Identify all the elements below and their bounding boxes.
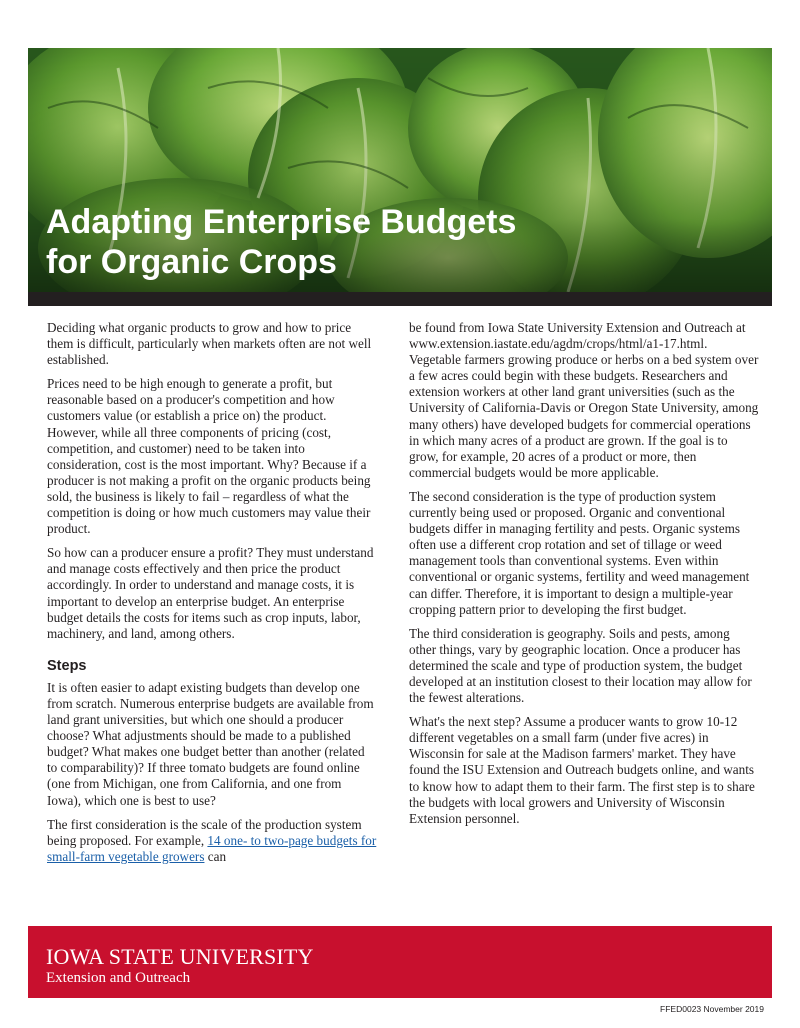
paragraph-pricing: Prices need to be high enough to generate a profit, but reasonable based on a producer's competition and how customers value (or establish a price on) the product. However, while all three components of pricing (cost, competition, and customer) need to be taken into consideration, cost is the most important. Why? Because if a producer is not making a profit on the organic products being sold, the business is likely to fail – regardless of what the competition is doing or how much customers may value their product. [47,376,371,537]
paragraph-scale [47,817,377,865]
paragraph-production-system: The second consideration is the type of production system currently being used or proposed. Organic and conventional budgets differ in managing fertility and pests. Organic systems often use a different crop rotation and set of tillage or weed management tools than conventional systems. Even within conventional or organic systems, fertility and weed management can differ. Therefore, it is important to design a multiple-year cropping pattern prior to developing the first budget. [409,488,750,617]
paragraph-scale-continued: be found from Iowa State University Extension and Outreach at www.extension.iastate.edu/agdm/crops/html/a1-17.html. Vegetable farmers growing produce or herbs on a bed system over a few acres could begin with these budgets. Researchers and extension workers at other land grant universities (such as the University of California-Davis or Oregon State University, among many others) have developed budgets for commercial operations in which many acres of a product are grown. If the goal is to grow, for example, 20 acres of a product or more, then commercial budgets would be more applicable. [409,320,759,480]
paragraph-next-step: What's the next step? Assume a producer wants to grow 10-12 different vegetables on a small farm (under five acres) in Wisconsin for sale at the Madison farmers' market. They have found the ISU Extension and Outreach budgets online, and wants to know how to adapt them to their farm. The first step is to share the budgets with local growers and University of Wisconsin Extension personnel. [409,714,755,826]
paragraph-profit: So how can a producer ensure a profit? They must understand and manage costs effectively and then price the product accordingly. In order to understand and manage costs, it is important to develop an enterprise budget. An enterprise budget details the costs for items such as crop inputs, labor, machinery, and land, among others. [47,545,374,641]
paragraph-geography: The third consideration is geography. Soils and pests, among other things, vary by geographic location. Once a producer has determined the scale and type of production system, the budget developed at an institution closest to their location may allow for the fewest alterations. [409,625,752,706]
paragraph-intro: Deciding what organic products to grow and how to price them is difficult, particularly when markets often are not well established. [47,320,372,368]
title-divider-bar [28,292,772,306]
section-heading-steps: Steps [47,657,87,674]
scale-text-start: The first consideration is the scale of the production system being proposed. For example, [47,816,362,848]
publication-code: FFED0023 November 2019 [660,1004,764,1014]
paragraph-adapt-budgets: It is often easier to adapt existing budgets than develop one from scratch. Numerous enterprise budgets are available from land grant universities, but which one should a producer choose? What adjustments should be made to a published budget? What makes one budget better than another (related to comparability)? If three tomato budgets are found online (one from Michigan, one from California, and one from Iowa), which one is best to use? [47,679,374,808]
extension-unit-label: Extension and Outreach [46,970,191,986]
university-wordmark: IOWA STATE UNIVERSITY [46,944,314,969]
document-title [46,202,516,282]
right-column [409,320,759,835]
title-line-2: for Organic Crops [46,243,337,281]
footer-banner [28,926,772,998]
small-farm-budgets-link[interactable]: 14 one- to two-page budgets for small-farm vegetable growers [47,832,377,864]
scale-text-end: can [204,848,227,864]
title-line-1: Adapting Enterprise Budgets [46,203,517,241]
left-column [47,320,377,873]
